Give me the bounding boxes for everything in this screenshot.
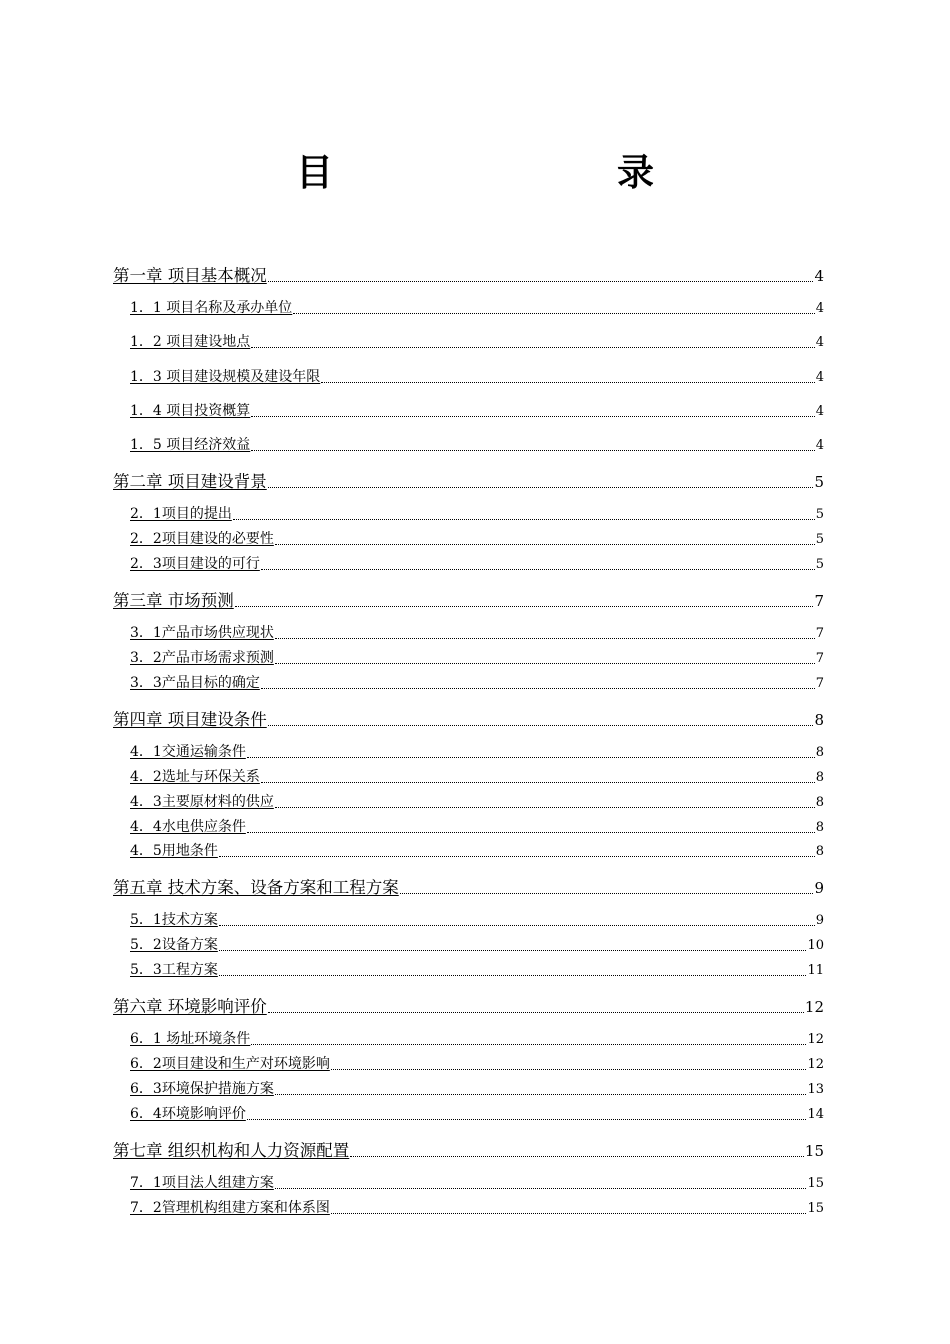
toc-entry-label: 1．1 项目名称及承办单位 — [130, 300, 293, 316]
toc-entry-label: 4．2选址与环保关系 — [130, 769, 260, 785]
toc-section-entry[interactable] — [113, 1053, 824, 1073]
toc-section-entry[interactable] — [113, 816, 824, 836]
toc-page-number: 10 — [807, 938, 824, 953]
toc-page-number: 15 — [807, 1176, 824, 1191]
toc-page-number: 4 — [815, 438, 824, 453]
toc-page-number: 8 — [815, 770, 824, 785]
toc-page-number: 12 — [807, 1057, 824, 1072]
toc-entry-label: 4．5用地条件 — [130, 843, 218, 859]
toc-entry-label: 第六章 环境影响评价 — [113, 997, 267, 1016]
dot-leader — [275, 1188, 807, 1189]
dot-leader — [321, 382, 814, 383]
toc-chapter-entry[interactable] — [113, 993, 824, 1017]
toc-entry-label: 第二章 项目建设背景 — [113, 472, 267, 491]
toc-entry-label: 3．2产品市场需求预测 — [130, 650, 274, 666]
toc-page-number: 8 — [815, 844, 824, 859]
toc-page-number: 4 — [814, 267, 824, 285]
toc-page-number: 7 — [815, 651, 824, 666]
toc-page-number: 4 — [815, 370, 824, 385]
dot-leader — [251, 1044, 806, 1045]
toc-entry-label: 第七章 组织机构和人力资源配置 — [113, 1141, 350, 1160]
toc-section-entry[interactable] — [113, 766, 824, 786]
toc-chapter-entry[interactable] — [113, 706, 824, 730]
toc-entry-label: 5．3工程方案 — [130, 962, 218, 978]
toc-section-entry[interactable] — [113, 647, 824, 667]
dot-leader — [219, 856, 815, 857]
dot-leader — [261, 569, 815, 570]
dot-leader — [261, 688, 815, 689]
dot-leader — [331, 1069, 807, 1070]
dot-leader — [251, 416, 814, 417]
toc-page-number: 8 — [814, 711, 824, 729]
toc-section-entry[interactable] — [113, 503, 824, 523]
toc-section-entry[interactable] — [113, 400, 824, 420]
dot-leader — [261, 782, 815, 783]
toc-section-entry[interactable] — [113, 1078, 824, 1098]
toc-entry-label: 第四章 项目建设条件 — [113, 710, 267, 729]
toc-entry-label: 6．1 场址环境条件 — [130, 1031, 251, 1047]
toc-section-entry[interactable] — [113, 331, 824, 351]
toc-page-number: 4 — [815, 404, 824, 419]
toc-section-entry[interactable] — [113, 672, 824, 692]
toc-section-entry[interactable] — [113, 622, 824, 642]
toc-entry-label: 1．5 项目经济效益 — [130, 437, 251, 453]
toc-page-number: 5 — [815, 532, 824, 547]
toc-entry-label: 3．3产品目标的确定 — [130, 675, 260, 691]
toc-page-number: 9 — [814, 879, 824, 897]
toc-section-entry[interactable] — [113, 909, 824, 929]
dot-leader — [293, 313, 814, 314]
toc-section-entry[interactable] — [113, 528, 824, 548]
dot-leader — [268, 725, 814, 726]
toc-section-entry[interactable] — [113, 1028, 824, 1048]
toc-page-number: 11 — [807, 963, 824, 978]
dot-leader — [219, 975, 807, 976]
toc-section-entry[interactable] — [113, 1103, 824, 1123]
toc-entry-label: 3．1产品市场供应现状 — [130, 625, 274, 641]
toc-page-number: 5 — [814, 473, 824, 491]
dot-leader — [233, 519, 815, 520]
toc-entry-label: 6．4环境影响评价 — [130, 1106, 246, 1122]
dot-leader — [251, 450, 814, 451]
toc-chapter-entry[interactable] — [113, 262, 824, 286]
toc-page-number: 8 — [815, 795, 824, 810]
toc-page-number: 5 — [815, 507, 824, 522]
toc-chapter-entry[interactable] — [113, 468, 824, 492]
toc-section-entry[interactable] — [113, 297, 824, 317]
toc-entry-label: 4．4水电供应条件 — [130, 819, 246, 835]
toc-section-entry[interactable] — [113, 840, 824, 860]
dot-leader — [275, 544, 815, 545]
dot-leader — [275, 638, 815, 639]
toc-entry-label: 第一章 项目基本概况 — [113, 266, 267, 285]
toc-entry-label: 4．3主要原材料的供应 — [130, 794, 274, 810]
toc-entry-label: 7．2管理机构组建方案和体系图 — [130, 1200, 330, 1216]
toc-entry-label: 2．2项目建设的必要性 — [130, 531, 274, 547]
toc-entry-label: 6．3环境保护措施方案 — [130, 1081, 274, 1097]
toc-page-number: 8 — [815, 745, 824, 760]
toc-entry-label: 6．2项目建设和生产对环境影响 — [130, 1056, 330, 1072]
toc-page-number: 14 — [807, 1107, 824, 1122]
toc-entry-label: 1．4 项目投资概算 — [130, 403, 251, 419]
dot-leader — [268, 281, 814, 282]
dot-leader — [331, 1213, 807, 1214]
toc-page-number: 8 — [815, 820, 824, 835]
toc-chapter-entry[interactable] — [113, 874, 824, 898]
dot-leader — [219, 925, 815, 926]
toc-section-entry[interactable] — [113, 434, 824, 454]
toc-entry-label: 2．1项目的提出 — [130, 506, 232, 522]
toc-entry-label: 1．2 项目建设地点 — [130, 334, 251, 350]
toc-page-number: 12 — [807, 1032, 824, 1047]
dot-leader — [251, 347, 814, 348]
dot-leader — [247, 1119, 807, 1120]
dot-leader — [275, 1094, 807, 1095]
toc-section-entry[interactable] — [113, 959, 824, 979]
toc-page-number: 4 — [815, 301, 824, 316]
dot-leader — [400, 893, 814, 894]
toc-entry-label: 4．1交通运输条件 — [130, 744, 246, 760]
toc-page-number: 13 — [807, 1082, 824, 1097]
dot-leader — [247, 832, 815, 833]
dot-leader — [247, 757, 815, 758]
dot-leader — [268, 487, 814, 488]
dot-leader — [268, 1012, 804, 1013]
toc-page-number: 5 — [815, 557, 824, 572]
toc-page-number: 12 — [804, 998, 824, 1016]
toc-section-entry[interactable] — [113, 1197, 824, 1217]
toc-entry-label: 5．1技术方案 — [130, 912, 218, 928]
toc-page-number: 7 — [814, 592, 824, 610]
toc-title: 目 录 — [296, 151, 724, 194]
dot-leader — [219, 950, 807, 951]
dot-leader — [275, 807, 815, 808]
toc-entry-label: 1．3 项目建设规模及建设年限 — [130, 369, 321, 385]
toc-page-number: 15 — [807, 1201, 824, 1216]
dot-leader — [235, 606, 814, 607]
toc-entry-label: 5．2设备方案 — [130, 937, 218, 953]
toc-section-entry[interactable] — [113, 741, 824, 761]
toc-page-number: 4 — [815, 335, 824, 350]
toc-section-entry[interactable] — [113, 934, 824, 954]
toc-chapter-entry[interactable] — [113, 587, 824, 611]
toc-section-entry[interactable] — [113, 791, 824, 811]
toc-entry-label: 第五章 技术方案、设备方案和工程方案 — [113, 878, 399, 897]
dot-leader — [350, 1156, 804, 1157]
toc-page-number: 7 — [815, 626, 824, 641]
toc-page-number: 7 — [815, 676, 824, 691]
toc-section-entry[interactable] — [113, 553, 824, 573]
toc-section-entry[interactable] — [113, 1172, 824, 1192]
toc-section-entry[interactable] — [113, 366, 824, 386]
toc-page-number: 9 — [815, 913, 824, 928]
toc-entry-label: 第三章 市场预测 — [113, 591, 234, 610]
dot-leader — [275, 663, 815, 664]
toc-entry-label: 7．1项目法人组建方案 — [130, 1175, 274, 1191]
toc-chapter-entry[interactable] — [113, 1137, 824, 1161]
toc-entry-label: 2．3项目建设的可行 — [130, 556, 260, 572]
toc-page-number: 15 — [804, 1142, 824, 1160]
